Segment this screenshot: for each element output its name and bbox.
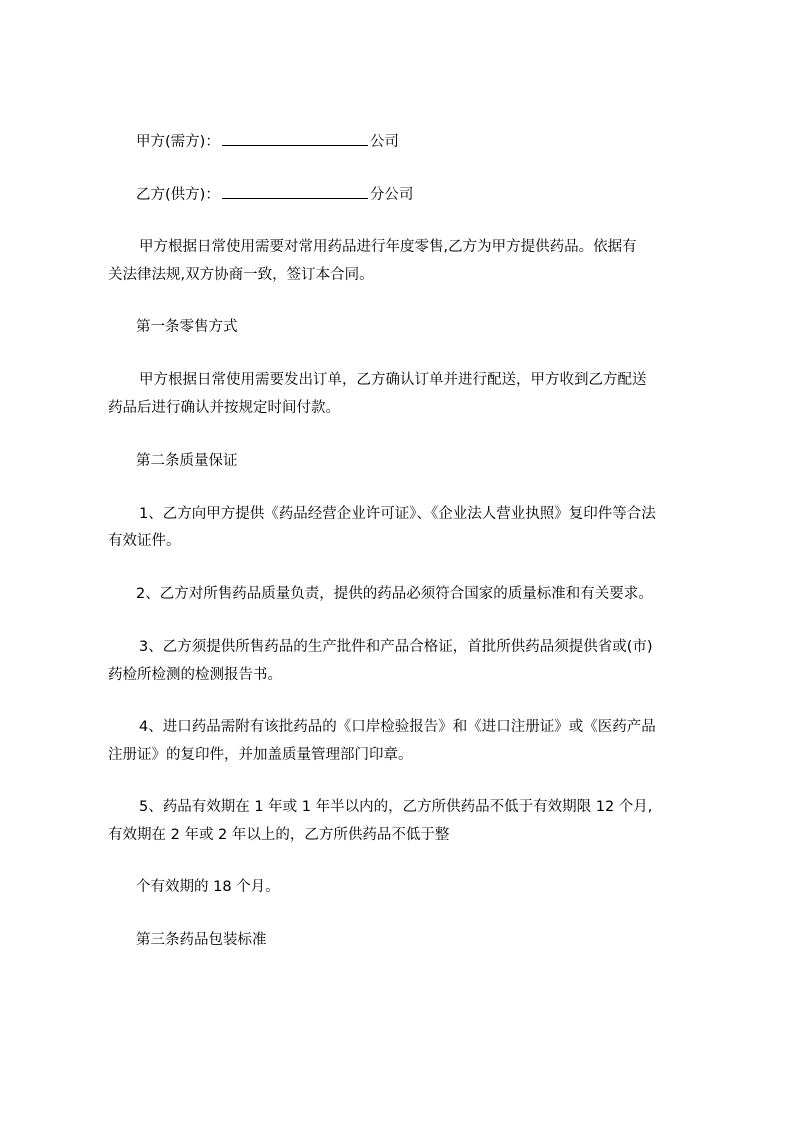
party-b-suffix: 分公司 (369, 187, 414, 203)
party-a-suffix: 公司 (369, 134, 399, 150)
article1-line-1: 甲方根据日常使用需要发出订单，乙方确认订单并进行配送，甲方收到乙方配送 (139, 372, 647, 388)
intro-line-2: 关法律法规,双方协商一致，签订本合同。 (108, 267, 374, 283)
article2-item2-line-1: 2、乙方对所售药品质量负责，提供的药品必须符合国家的质量标准和有关要求。 (136, 586, 653, 602)
article1-title: 第一条零售方式 (136, 319, 238, 335)
article2-item3-line-1: 3、乙方须提供所售药品的生产批件和产品合格证，首批所供药品须提供省或(市) (139, 639, 653, 655)
article3-title: 第三条药品包装标准 (136, 932, 267, 948)
party-a-blank (222, 131, 368, 146)
party-a-label: 甲方(需方)： (136, 134, 220, 150)
article2-item4-line-1: 4、进口药品需附有该批药品的《口岸检验报告》和《进口注册证》或《医药产品 (139, 719, 656, 735)
party-a-line (136, 131, 399, 152)
party-b-blank (222, 184, 368, 199)
article2-item5-line-3: 个有效期的 18 个月。 (136, 879, 280, 895)
article2-item1-line-1: 1、乙方向甲方提供《药品经营企业许可证》、《企业法人营业执照》复印件等合法 (139, 506, 656, 522)
article1-line-2: 药品后进行确认并按规定时间付款。 (108, 400, 340, 416)
party-b-label: 乙方(供方)： (136, 187, 220, 203)
article2-item4-line-2: 注册证》的复印件，并加盖质量管理部门印章。 (108, 747, 413, 763)
party-b-line (136, 184, 413, 205)
article2-title: 第二条质量保证 (136, 453, 238, 469)
article2-item3-line-2: 药检所检测的检测报告书。 (108, 667, 282, 683)
intro-line-1: 甲方根据日常使用需要对常用药品进行年度零售,乙方为甲方提供药品。依据有 (139, 239, 637, 255)
article2-item1-line-2: 有效证件。 (108, 533, 181, 549)
article2-item5-line-1: 5、药品有效期在 1 年或 1 年半以内的，乙方所供药品不低于有效期限 12 个月, (139, 799, 653, 815)
article2-item5-line-2: 有效期在 2 年或 2 年以上的，乙方所供药品不低于整 (108, 827, 450, 843)
